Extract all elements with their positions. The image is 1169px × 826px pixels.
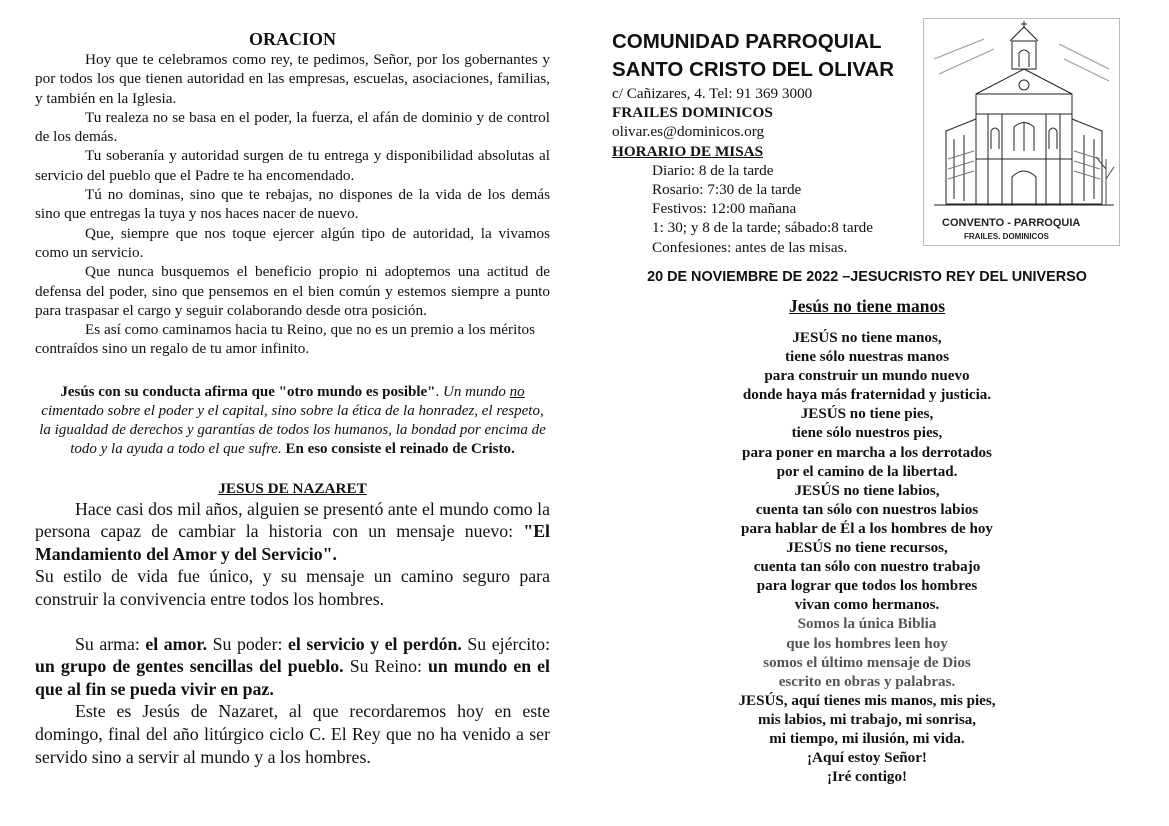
reign-quote (35, 383, 550, 460)
poem-line: mi tiempo, mi ilusión, mi vida. (769, 730, 965, 747)
jp3-b4: un mundo en el que al fin se pueda vivir en paz. (35, 656, 550, 699)
jp3-t3: Su ejército: (461, 633, 551, 654)
quote-bold-start: Jesús con su conducta afirma que "otro mundo es posible" (60, 383, 436, 400)
poem-line: Somos la única Biblia (797, 616, 937, 633)
jesus-p1-text: Hace casi dos mil años, alguien se presentó ante el mundo como la persona capaz de cambiar la historia con un mensaje nuevo: (35, 498, 550, 542)
poem-line: vivan como hermanos. (794, 597, 940, 614)
poem-line: somos el último mensaje de Dios (763, 654, 971, 671)
horario-item: Rosario: 7:30 de la tarde (652, 181, 802, 199)
jp3-b3: un grupo de gentes sencillas del pueblo. (35, 656, 344, 677)
poem-line: por el camino de la libertad. (776, 463, 958, 480)
drawing-caption-1: CONVENTO - PARROQUIA (942, 217, 1081, 229)
oracion-paragraph: Que nunca busquemos el beneficio propio ni adoptemos una actitud de defensa del poder, sino que pensemos en el bien común y estemos siempre a punto para traspasar el cargo y seguir colaborando desde otra posición. (35, 263, 550, 319)
poem-line: JESÚS no tiene manos, (792, 330, 942, 346)
church-drawing (923, 18, 1120, 246)
quote-bold-end: En eso consiste el reinado de Cristo. (281, 441, 515, 458)
jp3-t2: Su poder: (207, 633, 288, 654)
poem-line: para poner en marcha a los derrotados (742, 444, 992, 461)
jesus-paragraph-2: Su estilo de vida fue único, y su mensaje un camino seguro para construir la convivencia entre todos los hombres. (35, 566, 550, 609)
poem-line: ¡Aquí estoy Señor! (807, 750, 927, 767)
quote-dot: . (435, 383, 443, 400)
poem-line: mis labios, mi trabajo, mi sonrisa, (757, 711, 977, 728)
jesus-p1-commandment: "El Mandamiento del Amor y del Servicio". (35, 521, 550, 564)
oracion-paragraph: Tú no dominas, sino que te rebajas, no dispones de la vida de los demás sino que entregas la tuya y nos haces nacer de nuevo. (35, 186, 550, 223)
poem-line: ¡Iré contigo! (826, 769, 908, 786)
parish-header (612, 28, 1122, 256)
parish-email: olivar.es@dominicos.org (612, 123, 765, 141)
poem (612, 329, 1122, 787)
oracion-paragraph: Tu realeza no se basa en el poder, la fuerza, el afán de dominio y de control de los demás. (35, 108, 550, 146)
parish-address: c/ Cañizares, 4. Tel: 91 369 3000 (612, 85, 813, 102)
frailes-label: FRAILES DOMINICOS (612, 104, 773, 122)
jp3-t1: Su arma: (75, 633, 146, 654)
horario-item: Festivos: 12:00 mañana (652, 200, 797, 218)
quote-italic-1: Un mundo (443, 383, 510, 400)
oracion-paragraph: Que, siempre que nos toque ejercer algún tipo de autoridad, la vivamos como un servicio. (35, 224, 550, 261)
date-heading: 20 DE NOVIEMBRE DE 2022 –JESUCRISTO REY DEL UNIVERSO (647, 269, 1087, 285)
drawing-caption-2: FRAILES. DOMINICOS (964, 232, 1049, 241)
jesus-paragraph-1 (35, 498, 550, 566)
poem-line: escrito en obras y palabras. (778, 673, 956, 690)
oracion-title: ORACION (248, 29, 336, 49)
poem-line: tiene sólo nuestras manos (785, 349, 949, 366)
poem-line: cuenta tan sólo con nuestros labios (755, 501, 979, 518)
poem-line: para construir un mundo nuevo (764, 368, 970, 385)
oracion-body (35, 50, 550, 359)
quote-italic-no: no (509, 383, 525, 400)
jesus-paragraph-4: Este es Jesús de Nazaret, al que recordaremos hoy en este domingo, final del año litúrgico ciclo C. El Rey que no ha venido a ser servido sino a servir al mundo y a los hombres. (35, 701, 550, 767)
parish-name-line-1: COMUNIDAD PARROQUIAL (612, 30, 882, 53)
jesus-paragraph-3 (35, 633, 550, 701)
horario-item: Diario: 8 de la tarde (652, 161, 774, 179)
oracion-paragraph: Es así como caminamos hacia tu Reino, que no es un premio a los méritos contraídos sino un regalo de tu amor infinito. (35, 321, 536, 358)
poem-line: tiene sólo nuestros pies, (791, 425, 943, 442)
church-facade-illustration (924, 19, 1119, 245)
right-column (612, 28, 1122, 787)
parish-name-line-2: SANTO CRISTO DEL OLIVAR (612, 58, 895, 81)
poem-line: donde haya más fraternidad y justicia. (742, 387, 992, 404)
oracion-paragraph: Tu soberanía y autoridad surgen de tu entrega y disponibilidad absolutas al servicio del pueblo que el Padre te ha encomendado. (35, 147, 550, 184)
quote-italic-2: cimentado sobre el poder y el capital, sino sobre la ética de la honradez, el respeto, la igualdad de derechos y garantías de todos los humanos, la bondad por encima de todo y la ayuda a todo el que sufre. (39, 402, 546, 458)
jesus-title: JESUS DE NAZARET (218, 479, 367, 497)
poem-line: para lograr que todos los hombres (756, 578, 978, 595)
horario-item: Confesiones: antes de las misas. (652, 238, 848, 256)
jesus-body (35, 498, 550, 769)
poem-line: cuenta tan sólo con nuestro trabajo (753, 559, 981, 576)
horario-title: HORARIO DE MISAS (612, 142, 764, 160)
poem-line: que los hombres leen hoy (786, 635, 948, 652)
poem-line: para hablar de Él a los hombres de hoy (741, 520, 993, 537)
poem-title: Jesús no tiene manos (788, 296, 946, 316)
left-column (35, 28, 550, 768)
jp3-t4: Su Reino: (343, 656, 429, 677)
poem-line: JESÚS no tiene labios, (794, 482, 940, 499)
poem-line: JESÚS no tiene recursos, (786, 540, 948, 557)
horario-item: 1: 30; y 8 de la tarde; sábado:8 tarde (652, 219, 873, 237)
oracion-paragraph: Hoy que te celebramos como rey, te pedimos, Señor, por los gobernantes y por todos los que tienen autoridad en las empresas, escuelas, asociaciones, familias, y también en la Iglesia. (35, 51, 550, 107)
poem-line: JESÚS, aquí tienes mis manos, mis pies, (738, 692, 996, 709)
jp3-b1: el amor. (145, 633, 208, 654)
jp3-b2: el servicio y el perdón. (288, 633, 462, 654)
poem-line: JESÚS no tiene pies, (800, 406, 934, 423)
